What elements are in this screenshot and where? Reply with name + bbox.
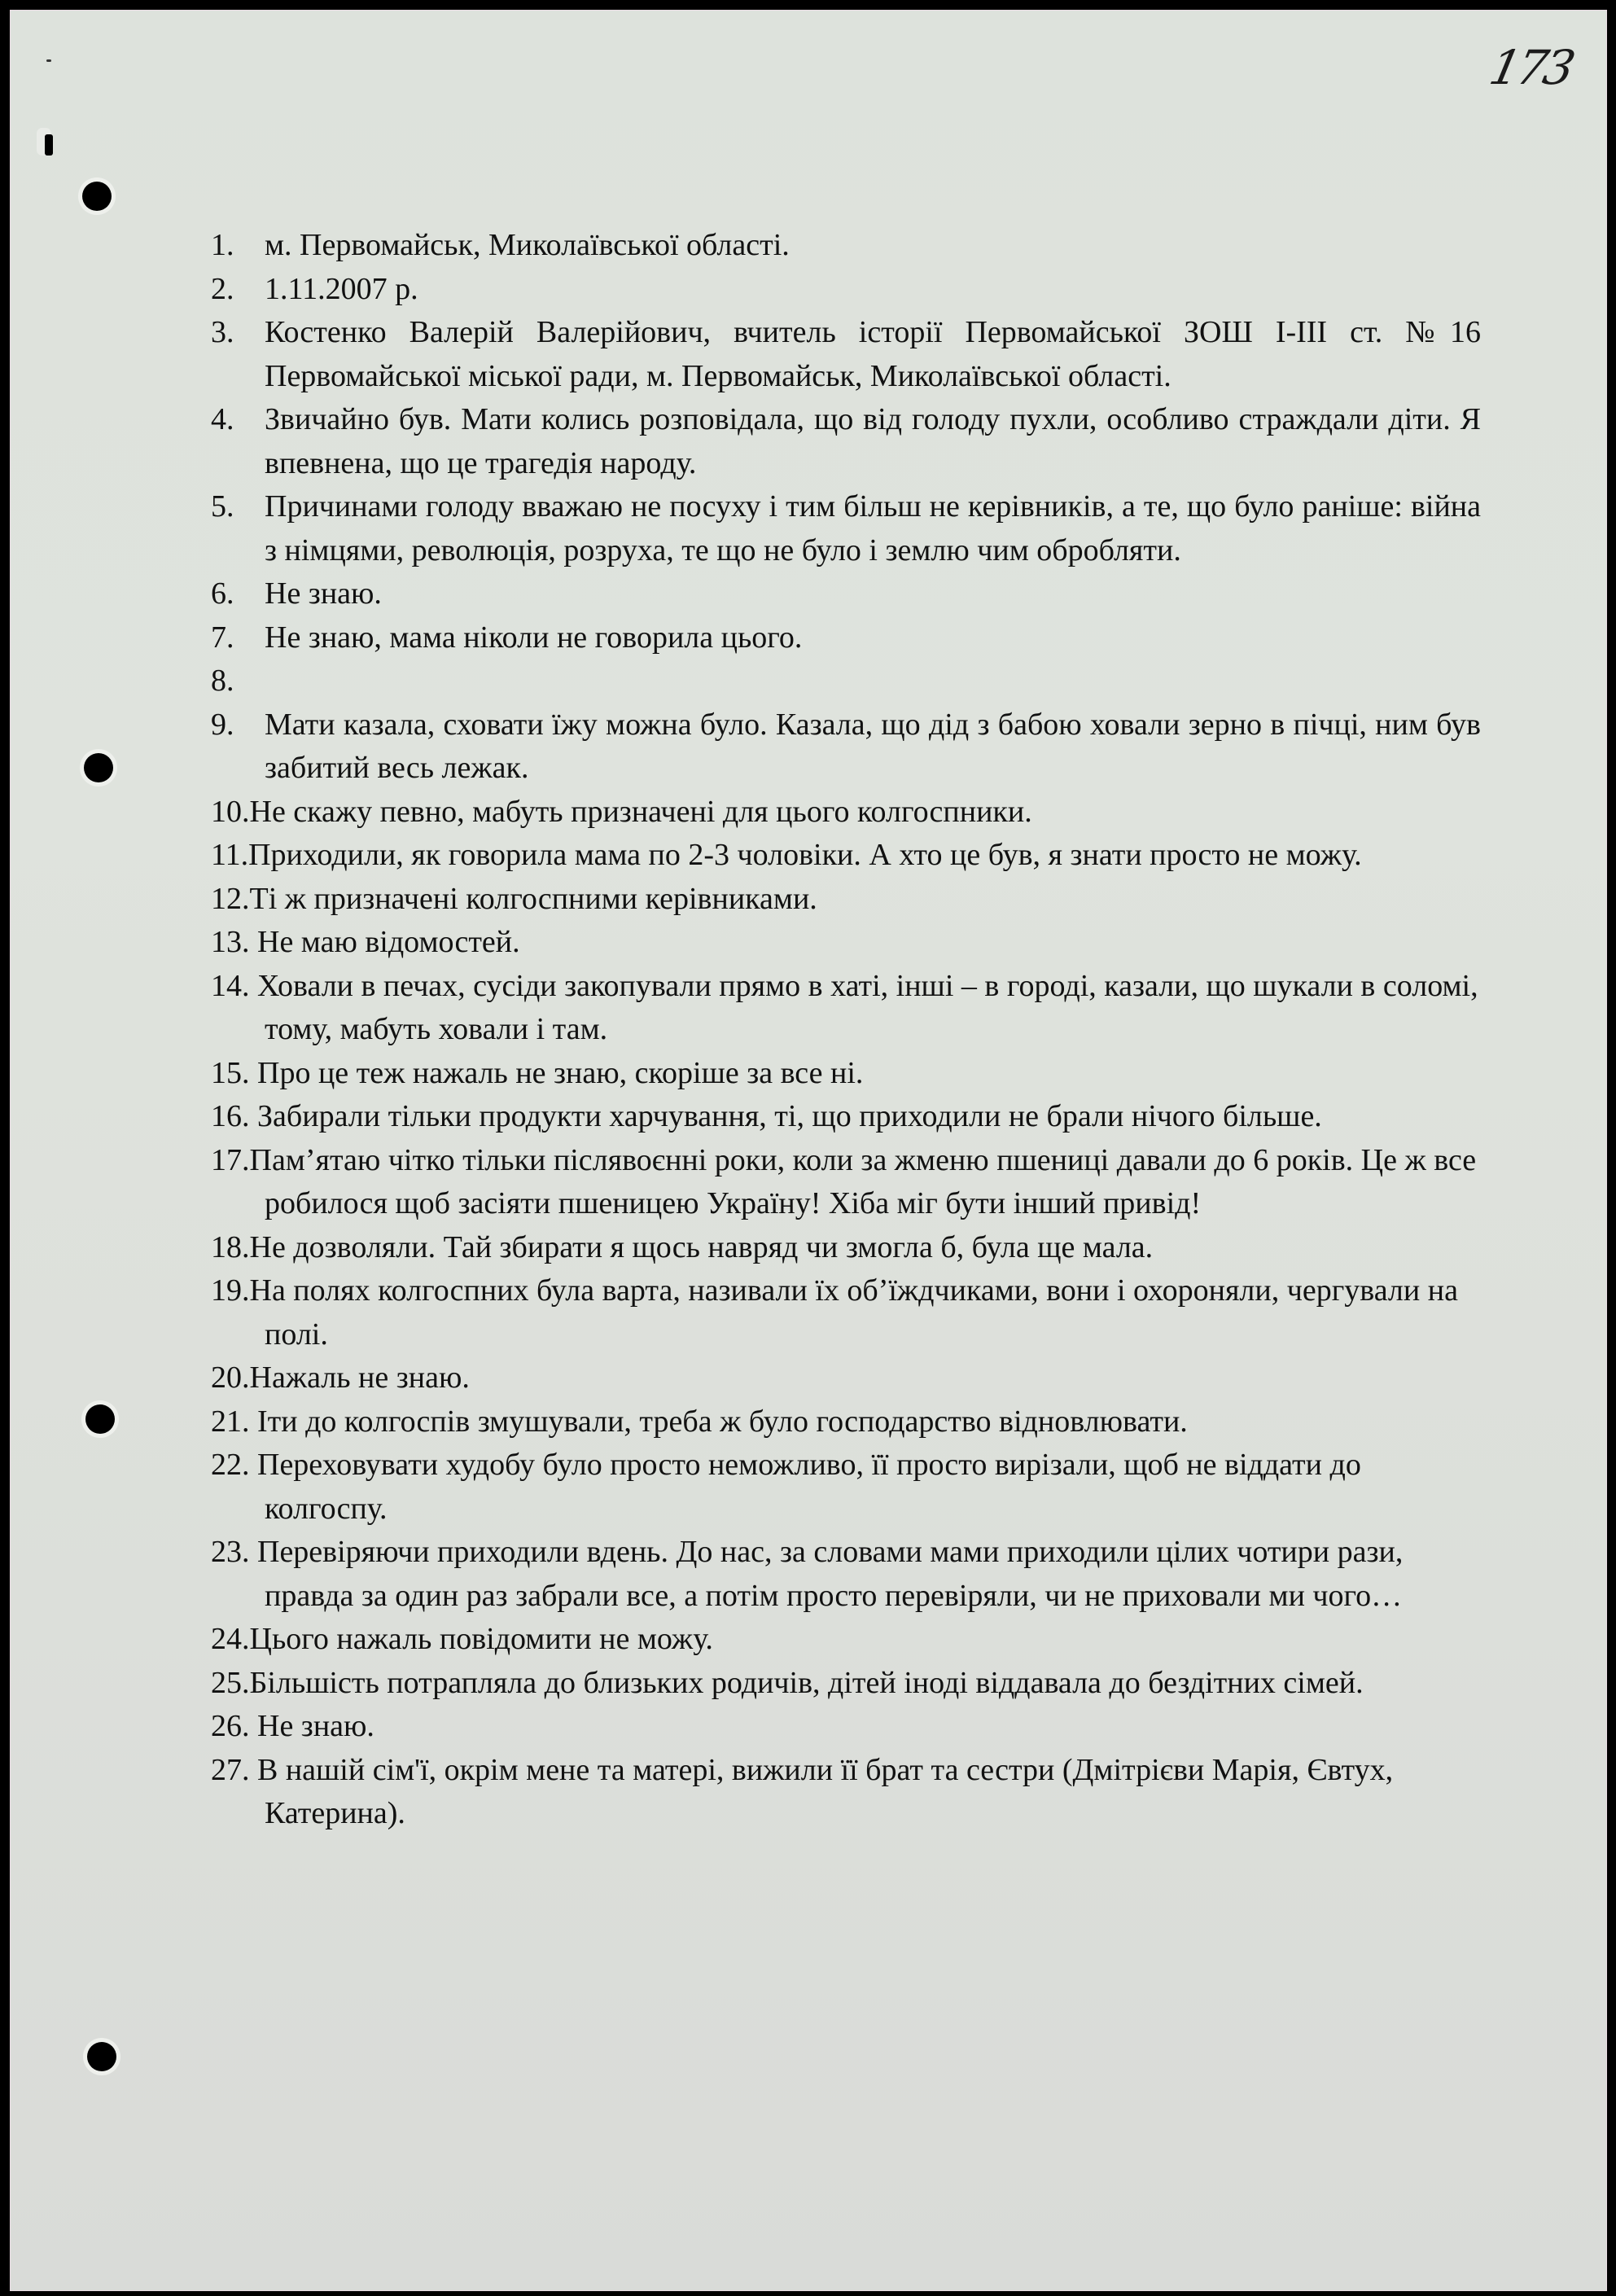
item-answer-text: Більшість потрапляла до близьких родичів, дітей іноді віддавала до бездітних сімей. [249, 1665, 1364, 1700]
list-item [211, 1269, 1481, 1356]
item-answer-text: Про це теж нажаль не знаю, скоріше за все ні. [257, 1055, 864, 1090]
list-item [211, 616, 1481, 660]
list-item [211, 791, 1481, 835]
handwritten-page-number: 173 [1484, 40, 1577, 95]
list-item [211, 1444, 1481, 1531]
item-answer-text: Перевіряючи приходили вдень. До нас, за словами мами приходили цілих чотири рази, правда за один раз забрали все, а потім просто перевіряли, чи не приховали ми чого… [257, 1535, 1404, 1613]
item-answer-text: Іти до колгоспів змушували, треба ж було господарство відновлювати. [257, 1404, 1188, 1439]
scanned-page [10, 10, 1607, 2291]
item-answer-text: Переховувати худобу було просто неможливо, її просто вирізали, щоб не віддати до колгоспу. [257, 1448, 1361, 1526]
item-answer-text: 1.11.2007 р. [265, 271, 418, 306]
dust-speck [46, 59, 51, 62]
item-answer-text: Не знаю. [265, 576, 382, 611]
item-number: 19. [211, 1273, 250, 1308]
item-number: 26. [211, 1709, 257, 1743]
list-item [211, 659, 1481, 703]
list-item [211, 485, 1481, 572]
punch-hole [82, 182, 112, 211]
list-item [211, 1139, 1481, 1226]
list-item [211, 1226, 1481, 1270]
item-answer-text: В нашій сім'ї, окрім мене та матері, вижили її брат та сестри (Дмітрієви Марія, Євтух, Катерина). [257, 1752, 1394, 1830]
item-number: 12. [211, 881, 250, 916]
item-number: 5. [211, 489, 234, 524]
list-item [211, 1618, 1481, 1662]
answer-list [211, 224, 1481, 1836]
list-item [211, 1052, 1481, 1096]
list-item [211, 311, 1481, 398]
punch-hole [87, 2042, 116, 2071]
item-answer-text: Костенко Валерій Валерійович, вчитель історії Первомайської ЗОШ І-ІІІ ст. №16 Первомайської міської ради, м. Первомайськ, Миколаївської області. [265, 315, 1481, 393]
item-answer-text: Приходили, як говорила мама по 2-3 чоловіки. А хто це був, я знати просто не можу. [248, 838, 1362, 872]
list-item [211, 398, 1481, 485]
item-number: 6. [211, 576, 234, 611]
item-number: 25. [211, 1665, 250, 1700]
item-answer-text: Не дозволяли. Тай збирати я щось навряд чи змогла б, була ще мала. [249, 1229, 1154, 1264]
item-answer-text: Не скажу певно, мабуть призначені для цього колгоспники. [249, 794, 1032, 829]
item-number: 2. [211, 271, 234, 306]
item-answer-text: Нажаль не знаю. [249, 1361, 470, 1395]
list-item [211, 1705, 1481, 1749]
list-item [211, 965, 1481, 1052]
item-answer-text: Пам’ятаю чітко тільки післявоєнні роки, коли за жменю пшениці давали до 6 років. Це ж все робилося щоб засіяти пшеницею Україну! Хіба міг бути інший привід! [249, 1142, 1477, 1220]
item-number: 23. [211, 1535, 257, 1569]
item-number: 10. [211, 794, 250, 829]
item-answer-text: м. Первомайськ, Миколаївської області. [265, 228, 790, 262]
item-answer-text: Мати казала, сховати їжу можна було. Казала, що дід з бабою ховали зерно в пічці, ним був забитий весь лежак. [265, 707, 1481, 785]
item-answer-text: Причинами голоду вважаю не посуху і тим більш не керівників, а те, що було раніше: війна з німцями, революція, розруха, те що не було і землю чим обробляти. [265, 489, 1481, 567]
list-item [211, 1749, 1481, 1836]
item-number: 4. [211, 402, 234, 436]
paper-tear [45, 134, 53, 156]
item-answer-text: На полях колгоспних була варта, називали їх об’їждчиками, вони і охороняли, чергували на полі. [249, 1273, 1458, 1352]
list-item [211, 1531, 1481, 1618]
list-item [211, 921, 1481, 965]
item-number: 16. [211, 1099, 257, 1133]
list-item [211, 834, 1481, 878]
list-item [211, 703, 1481, 791]
list-item [211, 1095, 1481, 1139]
punch-hole [84, 753, 113, 782]
list-item [211, 878, 1481, 922]
item-answer-text: Не знаю. [257, 1709, 374, 1743]
item-number: 13. [211, 925, 257, 959]
item-answer-text: Не маю відомостей. [257, 925, 520, 959]
item-number: 27. [211, 1752, 257, 1787]
item-answer-text: Не знаю, мама ніколи не говорила цього. [265, 620, 803, 655]
item-number: 11. [211, 838, 249, 872]
item-number: 24. [211, 1622, 250, 1656]
item-number: 1. [211, 228, 234, 262]
list-item [211, 1400, 1481, 1444]
item-number: 21. [211, 1404, 257, 1439]
list-item [211, 1356, 1481, 1400]
list-item [211, 268, 1481, 312]
item-answer-text: Ховали в печах, сусіди закопували прямо в хаті, інші – в городі, казали, що шукали в соломі, тому, мабуть ховали і там. [257, 968, 1478, 1046]
list-item [211, 224, 1481, 268]
list-item [211, 1662, 1481, 1706]
item-answer-text: Забирали тільки продукти харчування, ті, що приходили не брали нічого більше. [257, 1099, 1322, 1133]
punch-hole [85, 1404, 115, 1434]
item-number: 3. [211, 315, 234, 349]
item-number: 18. [211, 1229, 250, 1264]
item-number: 8. [211, 664, 234, 698]
list-item [211, 572, 1481, 616]
item-number: 22. [211, 1448, 257, 1482]
item-number: 20. [211, 1361, 250, 1395]
item-number: 17. [211, 1142, 250, 1177]
item-number: 7. [211, 620, 234, 655]
item-answer-text: Ті ж призначені колгоспними керівниками. [249, 881, 817, 916]
item-answer-text: Звичайно був. Мати колись розповідала, що від голоду пухли, особливо страждали діти. Я впевнена, що це трагедія народу. [265, 402, 1481, 480]
item-number: 9. [211, 707, 234, 742]
item-answer-text [265, 659, 1481, 703]
item-number: 14. [211, 968, 257, 1003]
item-number: 15. [211, 1055, 257, 1090]
item-answer-text: Цього нажаль повідомити не можу. [249, 1622, 713, 1656]
